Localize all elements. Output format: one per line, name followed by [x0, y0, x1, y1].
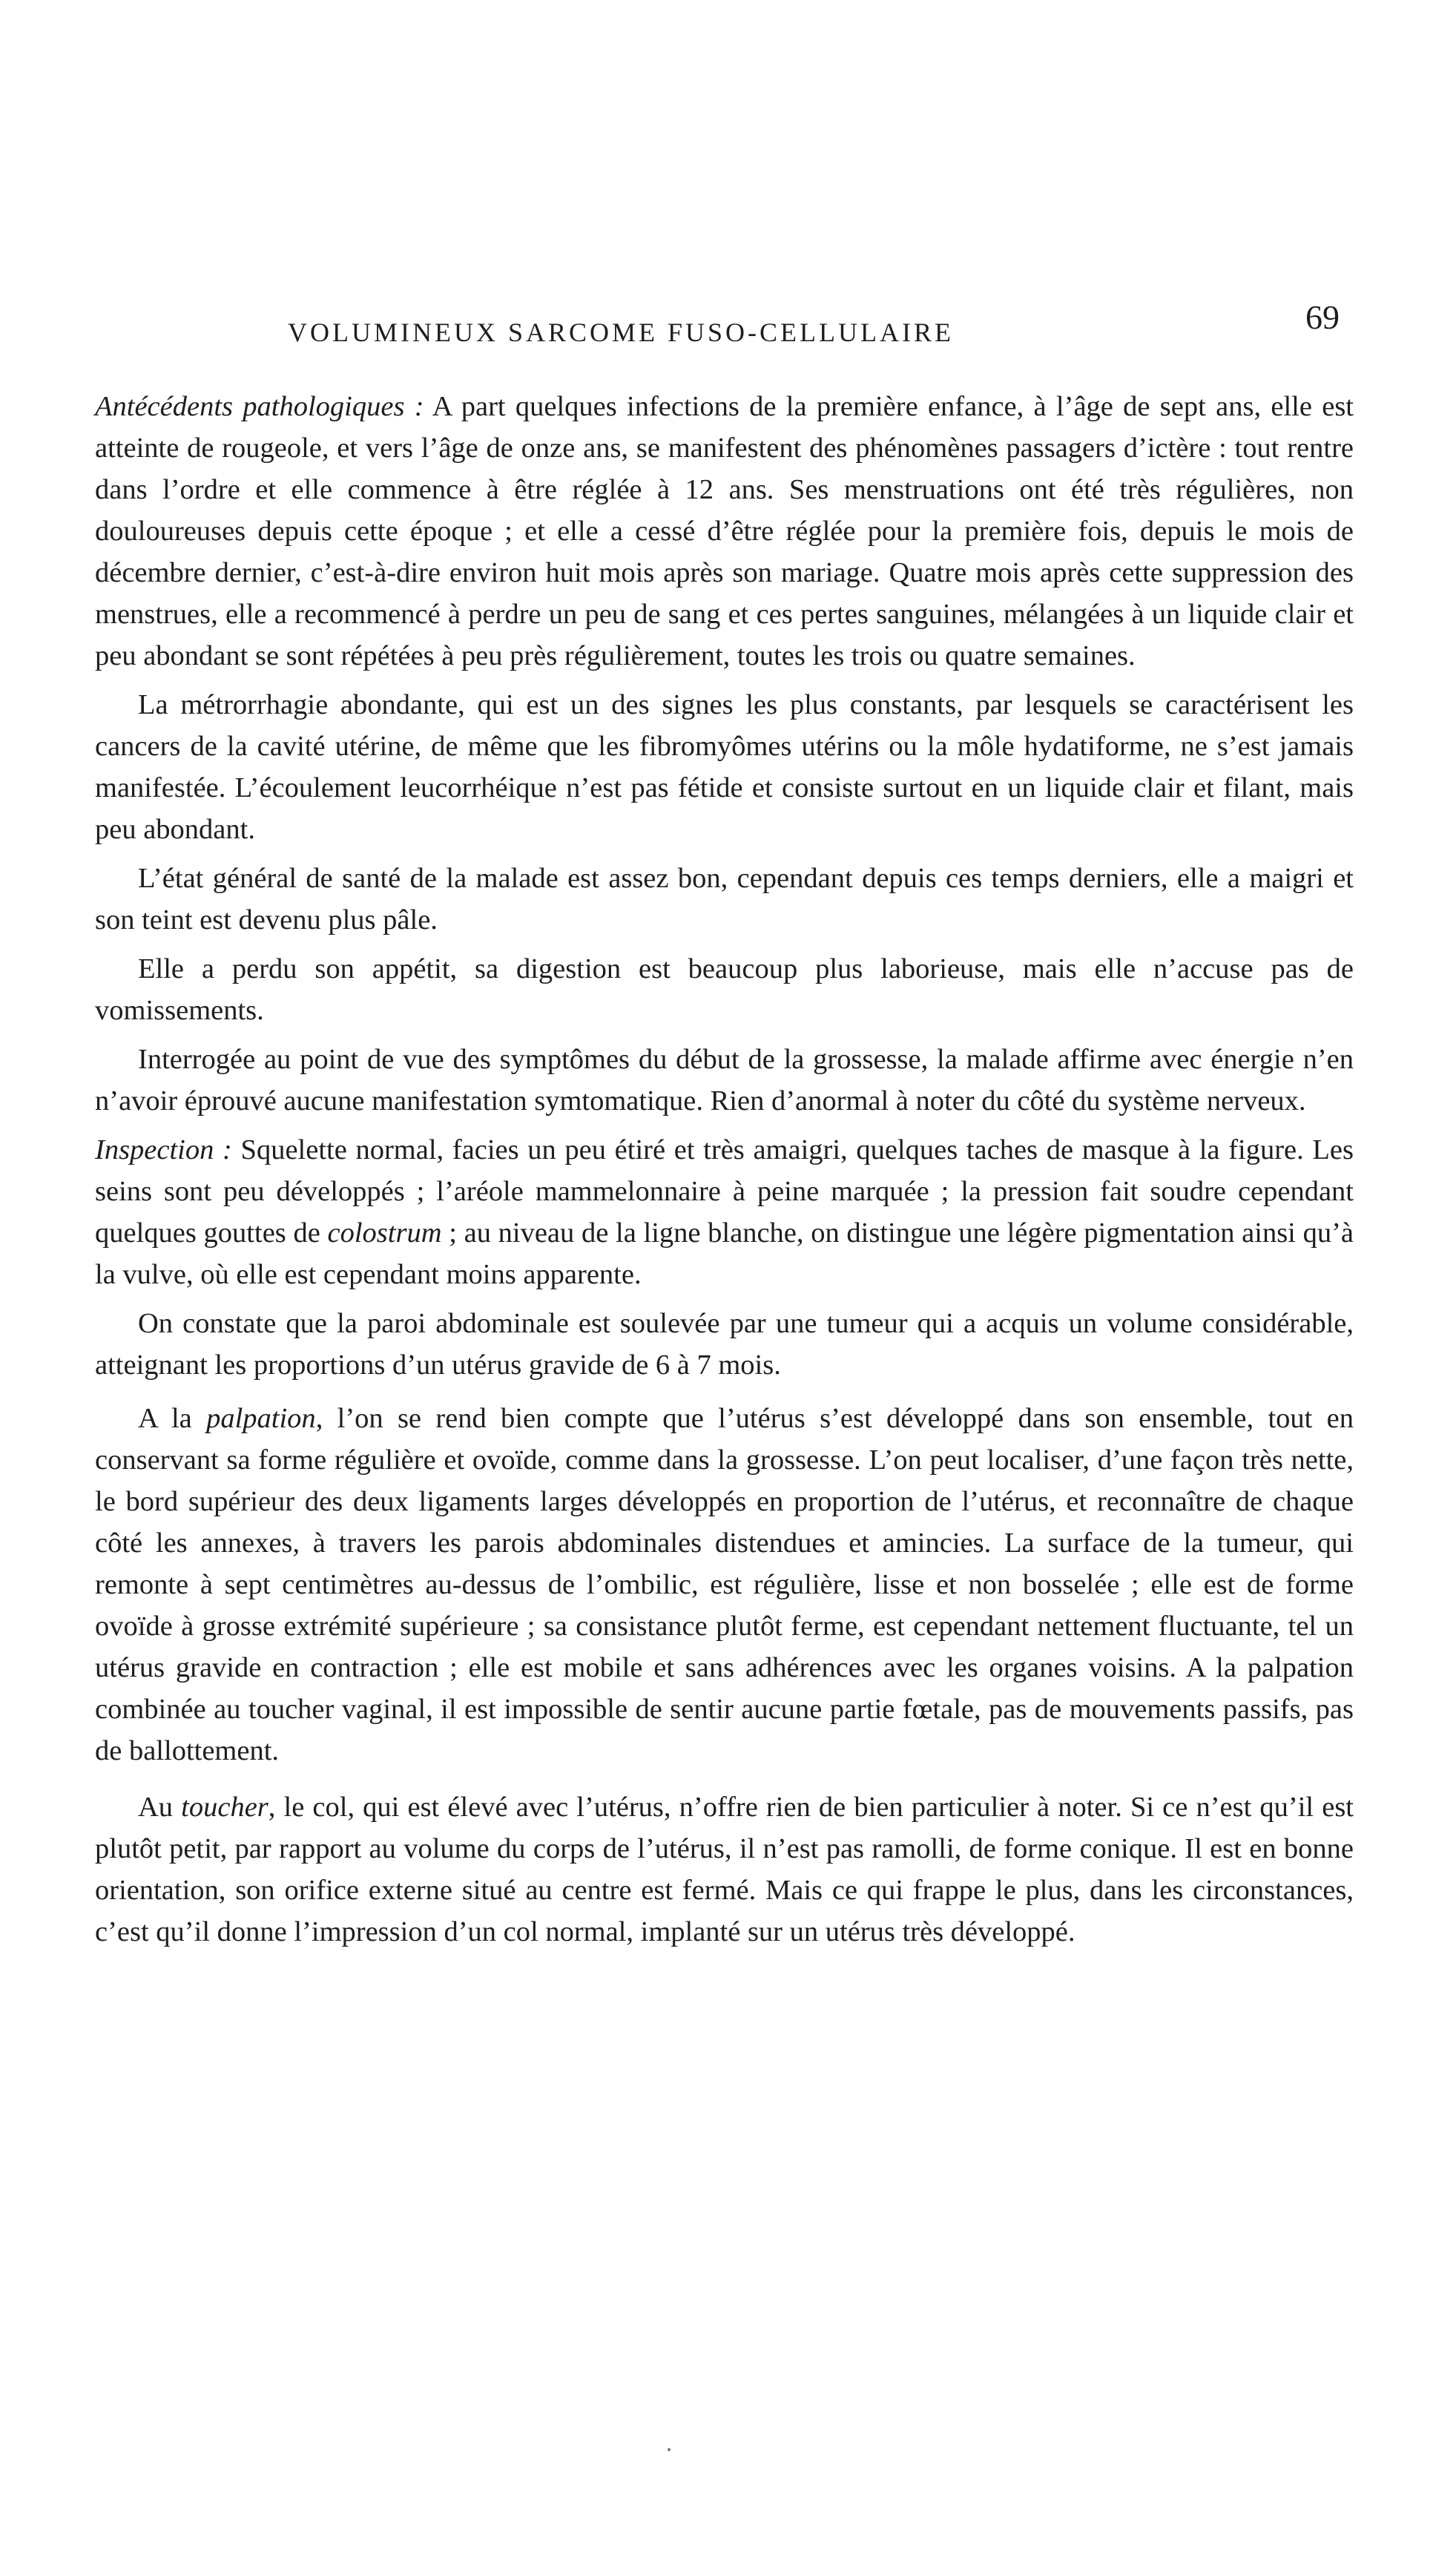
- paragraph-toucher: [95, 1786, 1354, 1953]
- paragraph-text: On constate que la paroi abdominale est soulevée par une tumeur qui a acquis un volume considérable, atteignant les proportions d’un utérus gravide de 6 à 7 mois.: [95, 1308, 1354, 1381]
- paragraph-palpation: [95, 1398, 1354, 1772]
- paragraph-text: L’état général de santé de la malade est assez bon, cependant depuis ces temps derniers, elle a maigri et son teint est devenu plus pâle.: [95, 863, 1354, 935]
- paragraph-paroi-abdominale: [95, 1303, 1354, 1386]
- running-title: VOLUMINEUX SARCOME FUSO-CELLULAIRE: [288, 318, 954, 347]
- paragraph-metrorrhagie: [95, 684, 1354, 850]
- paragraph-text: Interrogée au point de vue des symptômes du début de la grossesse, la malade affirme avec énergie n’en n’avoir éprouvé aucune manifestation symtomatique. Rien d’anormal à noter du côté du système nerveux.: [95, 1044, 1354, 1117]
- italic-term-colostrum: colostrum: [327, 1217, 442, 1249]
- italic-term-toucher: toucher: [181, 1792, 269, 1823]
- paragraph-text: , l’on se rend bien compte que l’utérus s’est développé dans son ensemble, tout en conservant sa forme régulière et ovoïde, comme dans la grossesse. L’on peut localiser, d’une façon très nette, le bord supérieur des deux ligaments larges développés en proportion de l’utérus, et reconnaître de chaque côté les annexes, à travers les parois abdominales distendues et amincies. La surface de la tumeur, qui remonte à sept centimètres au-dessus de l’ombilic, est régulière, lisse et non bosselée ; elle est de forme ovoïde à grosse extrémité supérieure ; sa consistance plutôt ferme, est cependant nettement fluctuante, tel un utérus gravide en contraction ; elle est mobile et sans adhérences avec les organes voisins. A la palpation combinée au toucher vaginal, il est impossible de sentir aucune partie fœtale, pas de mouvements passifs, pas de ballottement.: [95, 1403, 1354, 1766]
- body-text: [95, 386, 1354, 1960]
- paragraph-etat-general: [95, 858, 1354, 941]
- paragraph-text: Squelette normal, facies un peu étiré et très amaigri, quelques taches de masque à la figure. Les seins sont peu développés ; l’aréole mammelonnaire à peine marquée ; la pression fait soudre cependant quelques gouttes de: [95, 1134, 1354, 1249]
- italic-term-palpation: palpation: [206, 1403, 316, 1434]
- paragraph-text: A part quelques infections de la première enfance, à l’âge de sept ans, elle est atteinte de rougeole, et vers l’âge de onze ans, se manifestent des phénomènes passagers d’ictère : tout rentre dans l’ordre et elle commence à être réglée à 12 ans. Ses menstruations ont été très régulières, non douloureuses depuis cette époque ; et elle a cessé d’être réglée pour la première fois, depuis le mois de décembre dernier, c’est-à-dire environ huit mois après son mariage. Quatre mois après cette suppression des menstrues, elle a recommencé à perdre un peu de sang et ces pertes sanguines, mélangées à un liquide clair et peu abondant se sont répétées à peu près régulièrement, toutes les trois ou quatre semaines.: [95, 391, 1354, 671]
- paragraph-antecedents: [95, 386, 1354, 677]
- paragraph-text: La métrorrhagie abondante, qui est un des signes les plus constants, par lesquels se caractérisent les cancers de la cavité utérine, de même que les fibromyômes utérins ou la môle hydatiforme, ne s’est jamais manifestée. L’écoulement leucorrhéique n’est pas fétide et consiste surtout en un liquide clair et filant, mais peu abondant.: [95, 689, 1354, 845]
- paragraph-text: , le col, qui est élevé avec l’utérus, n’offre rien de bien particulier à noter. Si ce n’est qu’il est plutôt petit, par rapport au volume du corps de l’utérus, il n’est pas ramolli, de forme conique. Il est en bonne orientation, son orifice externe situé au centre est fermé. Mais ce qui frappe le plus, dans les circonstances, c’est qu’il donne l’impression d’un col normal, implanté sur un utérus très développé.: [95, 1792, 1354, 1947]
- paragraph-interrogee: [95, 1039, 1354, 1122]
- section-label-antecedents: Antécédents pathologiques :: [95, 391, 424, 422]
- page-number: 69: [1305, 298, 1340, 336]
- paragraph-appetit: [95, 948, 1354, 1031]
- paragraph-inspection: [95, 1129, 1354, 1295]
- paragraph-text-lead: Au: [138, 1792, 182, 1823]
- paragraph-text: Elle a perdu son appétit, sa digestion est beaucoup plus laborieuse, mais elle n’accuse pas de vomissements.: [95, 953, 1354, 1026]
- paragraph-text-continued: ; au niveau de la ligne blanche, on distingue une légère pigmentation ainsi qu’à la vulve, où elle est cependant moins apparente.: [95, 1217, 1354, 1290]
- paragraph-text-lead: A la: [138, 1403, 207, 1434]
- section-label-inspection: Inspection :: [95, 1134, 232, 1165]
- print-speck: [668, 2448, 671, 2451]
